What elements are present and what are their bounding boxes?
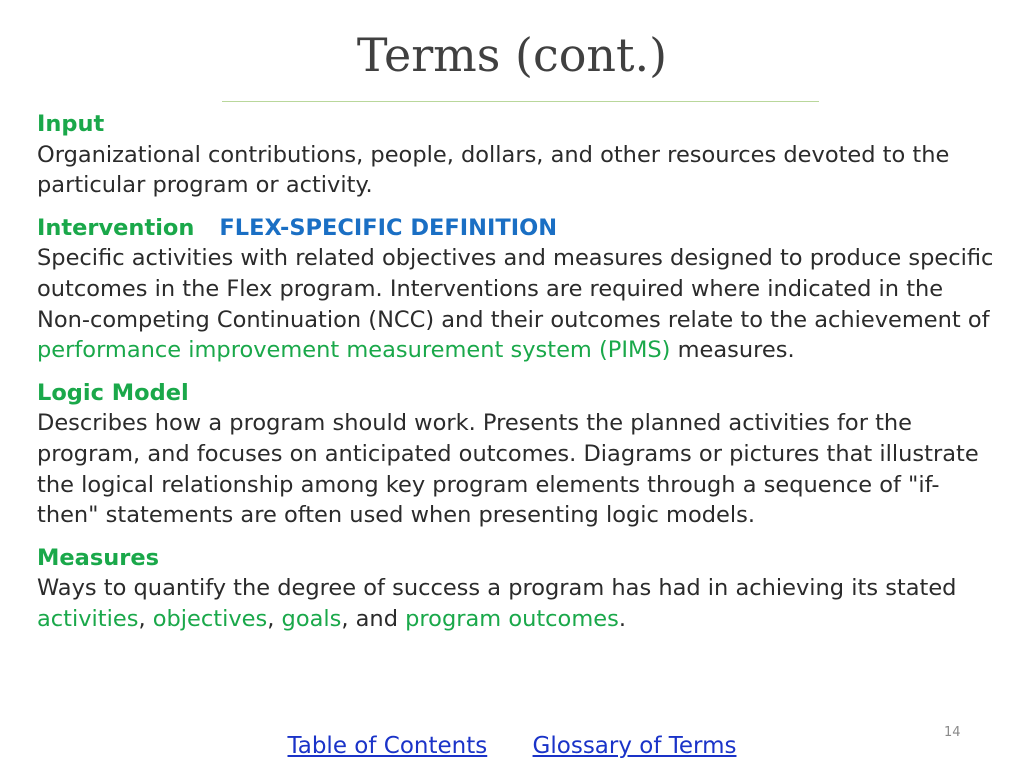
objectives-term-link[interactable]: objectives xyxy=(152,605,268,632)
term-description xyxy=(37,243,997,365)
term-logic-model xyxy=(37,378,997,531)
term-intervention xyxy=(37,213,997,366)
term-input xyxy=(37,109,997,201)
description-text: Ways to quantify the degree of success a program has had in achieving its stated xyxy=(37,575,957,602)
separator: , xyxy=(138,605,153,632)
term-description: Describes how a program should work. Presents the planned activities for the program, and focuses on anticipated outcomes. Diagrams or pictures that illustrate the logical relationship among key program elements through a sequence of "if-then" statements are often used when presenting logic models. xyxy=(37,410,979,529)
flex-specific-tag: FLEX-SPECIFIC DEFINITION xyxy=(219,214,558,241)
period: . xyxy=(618,605,626,632)
table-of-contents-link[interactable]: Table of Contents xyxy=(287,733,488,759)
goals-term-link[interactable]: goals xyxy=(281,605,342,632)
page-title: Terms (cont.) xyxy=(356,28,668,82)
terms-list xyxy=(37,109,997,647)
term-description xyxy=(37,573,997,634)
pims-term-link[interactable]: performance improvement measurement system (PIMS) xyxy=(37,337,671,364)
glossary-of-terms-link[interactable]: Glossary of Terms xyxy=(532,733,737,759)
footer-nav xyxy=(0,733,1024,759)
activities-term-link[interactable]: activities xyxy=(37,605,139,632)
program-outcomes-term-link[interactable]: program outcomes xyxy=(405,605,619,632)
separator: , xyxy=(267,605,282,632)
term-heading: Input xyxy=(37,111,105,137)
description-text: Specific activities with related objectives and measures designed to produce specific outcomes in the Flex program. Interventions are required where indicated in the Non-competing Continuation (NCC) and their outcomes relate to the achievement of xyxy=(37,245,994,333)
page-number: 14 xyxy=(944,725,961,740)
separator: , and xyxy=(341,605,406,632)
description-text: measures. xyxy=(670,337,795,364)
term-description: Organizational contributions, people, dollars, and other resources devoted to the particular program or activity. xyxy=(37,141,950,199)
title-divider xyxy=(222,101,819,102)
term-heading: Logic Model xyxy=(37,379,189,406)
term-heading: Measures xyxy=(37,544,159,571)
term-measures xyxy=(37,543,997,635)
term-heading: Intervention xyxy=(37,214,195,241)
